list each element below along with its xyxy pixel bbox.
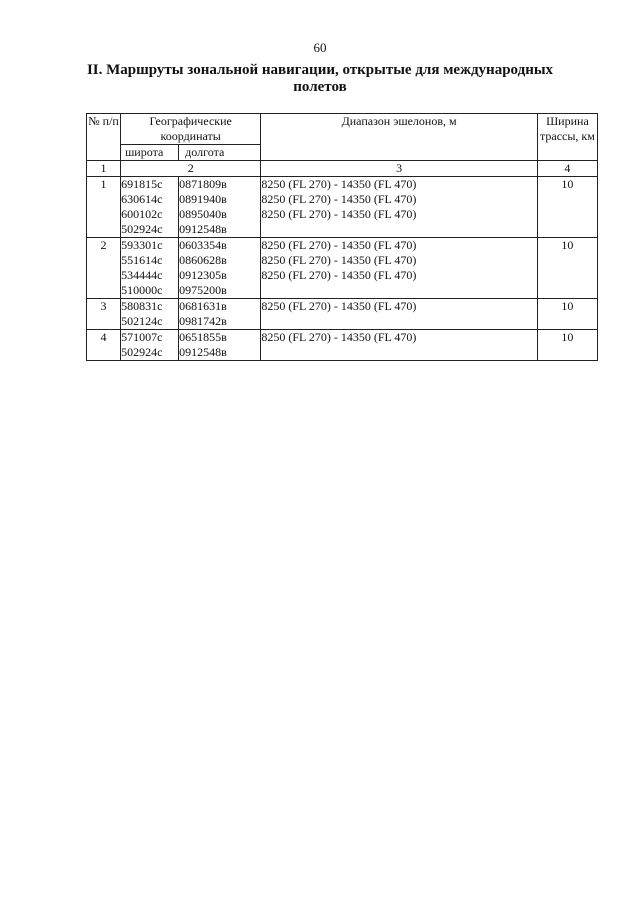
latitude-value: 534444с [121, 268, 163, 282]
page-number: 60 [313, 40, 327, 55]
longitude-value: 0912305в [179, 268, 227, 282]
longitude-cell [179, 299, 261, 330]
latitude-cell [121, 177, 179, 238]
longitude-value: 0912548в [179, 345, 227, 359]
latitude-cell [121, 330, 179, 361]
flight-level-range-cell [261, 177, 538, 238]
longitude-value: 0651855в [179, 330, 227, 344]
longitude-cell [179, 238, 261, 299]
latitude-value: 691815с [121, 177, 163, 191]
latitude-value: 502924с [121, 345, 163, 359]
flight-level-range: 8250 (FL 270) - 14350 (FL 470) [261, 299, 417, 313]
longitude-value: 0681631в [179, 299, 227, 313]
row-number: 2 [87, 238, 121, 299]
flight-level-range: 8250 (FL 270) - 14350 (FL 470) [261, 192, 417, 206]
column-index-1: 1 [87, 161, 121, 177]
flight-level-range-cell [261, 238, 538, 299]
longitude-value: 0975200в [179, 283, 227, 297]
longitude-value: 0981742в [179, 314, 227, 328]
column-index-2: 2 [121, 161, 261, 177]
latitude-value: 551614с [121, 253, 163, 267]
longitude-cell [179, 330, 261, 361]
longitude-value: 0895040в [179, 207, 227, 221]
longitude-cell [179, 177, 261, 238]
header-flight-level-range: Диапазон эшелонов, м [261, 114, 538, 161]
route-width: 10 [537, 299, 597, 330]
row-number: 4 [87, 330, 121, 361]
flight-level-range: 8250 (FL 270) - 14350 (FL 470) [261, 207, 417, 221]
route-width: 10 [537, 238, 597, 299]
route-width: 10 [537, 177, 597, 238]
latitude-cell [121, 299, 179, 330]
header-route-width: Ширина трассы, км [537, 114, 597, 161]
table-row [87, 330, 598, 361]
header-longitude: долгота [179, 145, 261, 161]
latitude-value: 630614с [121, 192, 163, 206]
flight-level-range: 8250 (FL 270) - 14350 (FL 470) [261, 253, 417, 267]
longitude-value: 0891940в [179, 192, 227, 206]
section-title-line-2: полетов [293, 79, 347, 95]
flight-level-range: 8250 (FL 270) - 14350 (FL 470) [261, 238, 417, 252]
table-row [87, 238, 598, 299]
flight-level-range: 8250 (FL 270) - 14350 (FL 470) [261, 177, 417, 191]
flight-level-range: 8250 (FL 270) - 14350 (FL 470) [261, 268, 417, 282]
column-index-3: 3 [261, 161, 538, 177]
latitude-value: 600102с [121, 207, 163, 221]
longitude-value: 0603354в [179, 238, 227, 252]
latitude-value: 580831с [121, 299, 163, 313]
section-title-line-1: II. Маршруты зональной навигации, открытые для международных [86, 62, 554, 78]
route-width: 10 [537, 330, 597, 361]
flight-level-range: 8250 (FL 270) - 14350 (FL 470) [261, 330, 417, 344]
latitude-value: 502924с [121, 222, 163, 236]
longitude-value: 0912548в [179, 222, 227, 236]
header-number: № п/п [87, 114, 121, 161]
routes-table [86, 113, 598, 361]
section-title [80, 62, 560, 96]
latitude-value: 593301с [121, 238, 163, 252]
header-geo-coordinates: Географические координаты [121, 114, 261, 145]
row-number: 1 [87, 177, 121, 238]
column-index-4: 4 [537, 161, 597, 177]
table-row [87, 299, 598, 330]
latitude-value: 571007с [121, 330, 163, 344]
flight-level-range-cell [261, 299, 538, 330]
latitude-value: 510000с [121, 283, 163, 297]
header-latitude: широта [121, 145, 179, 161]
row-number: 3 [87, 299, 121, 330]
latitude-value: 502124с [121, 314, 163, 328]
longitude-value: 0871809в [179, 177, 227, 191]
longitude-value: 0860628в [179, 253, 227, 267]
table-row [87, 177, 598, 238]
flight-level-range-cell [261, 330, 538, 361]
latitude-cell [121, 238, 179, 299]
